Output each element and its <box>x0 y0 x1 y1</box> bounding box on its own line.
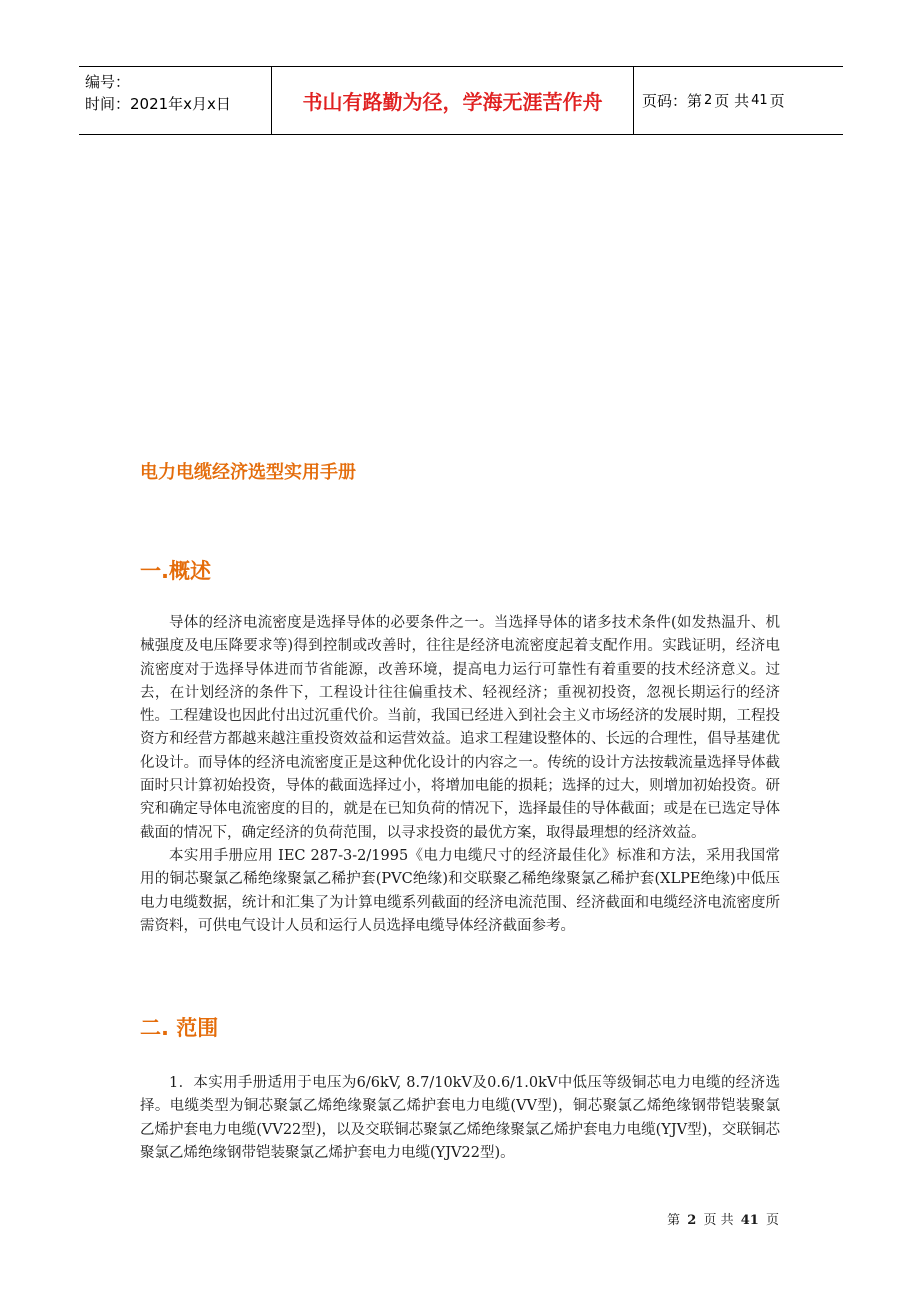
page-footer <box>667 1209 779 1228</box>
section-heading-scope: 二. 范围 <box>140 1016 219 1040</box>
header-motto: 书山有路勤为径，学海无涯苦作舟 <box>272 67 634 134</box>
section-body-overview <box>140 612 780 938</box>
footer-prefix: 第 <box>667 1213 681 1228</box>
header-page-mid: 页 共 <box>714 92 750 110</box>
document-title: 电力电缆经济选型实用手册 <box>140 462 356 483</box>
section-heading-overview: 一.概述 <box>140 559 211 583</box>
header-page-current: 2 <box>704 93 713 108</box>
footer-suffix: 页 <box>765 1213 779 1228</box>
footer-page-total: 41 <box>740 1213 759 1228</box>
footer-mid: 页 共 <box>703 1213 734 1228</box>
header-page-suffix: 页 <box>769 92 785 110</box>
section-body-scope <box>140 1072 780 1165</box>
header-time-label: 时间：2021年x月x日 <box>85 95 231 113</box>
header-page-info <box>634 67 843 134</box>
paragraph: 本实用手册应用 IEC 287-3-2/1995《电力电缆尺寸的经济最佳化》标准和方法，采用我国常用的铜芯聚氯乙稀绝缘聚氯乙稀护套(PVC绝缘)和交联聚乙稀绝缘聚氯乙稀护套(XLPE绝缘)中低压电力电缆数据，统计和汇集了为计算电缆系列截面的经济电流范围、经济截面和电缆经济电流密度所需资料，可供电气设计人员和运行人员选择电缆导体经济截面参考。 <box>140 847 780 934</box>
header-meta <box>79 67 272 134</box>
page-header <box>79 66 843 135</box>
header-page-total: 41 <box>751 93 768 108</box>
header-page-prefix: 页码：第 <box>642 92 703 110</box>
paragraph: 导体的经济电流密度是选择导体的必要条件之一。当选择导体的诸多技术条件(如发热温升、机械强度及电压降要求等)得到控制或改善时，往往是经济电流密度起着支配作用。实践证明，经济电流密度对于选择导体进而节省能源，改善环境，提高电力运行可靠性有着重要的技术经济意义。过去，在计划经济的条件下，工程设计往往偏重技术、轻视经济；重视初投资，忽视长期运行的经济性。工程建设也因此付出过沉重代价。当前，我国已经进入到社会主义市场经济的发展时期，工程投资方和经营方都越来越注重投资效益和运营效益。追求工程建设整体的、长远的合理性，倡导基建优化设计。而导体的经济电流密度正是这种优化设计的内容之一。传统的设计方法按载流量选择导体截面时只计算初始投资，导体的截面选择过小，将增加电能的损耗；选择的过大，则增加初始投资。研究和确定导体电流密度的目的，就是在已知负荷的情况下，选择最佳的导体截面；或是在已选定导体截面的情况下，确定经济的负荷范围，以寻求投资的最优方案，取得最理想的经济效益。 <box>140 615 780 841</box>
paragraph: 1．本实用手册适用于电压为6/6kV, 8.7/10kV及0.6/1.0kV中低压等级铜芯电力电缆的经济选择。电缆类型为铜芯聚氯乙烯绝缘聚氯乙烯护套电力电缆(VV型)，铜芯聚氯乙烯绝缘钢带铠装聚氯乙烯护套电力电缆(VV22型)，以及交联铜芯聚氯乙烯绝缘聚氯乙烯护套电力电缆(YJV型)，交联铜芯聚氯乙烯绝缘钢带铠装聚氯乙烯护套电力电缆(YJV22型)。 <box>140 1075 780 1161</box>
footer-page-current: 2 <box>687 1213 697 1228</box>
header-number-label: 编号： <box>85 73 131 91</box>
